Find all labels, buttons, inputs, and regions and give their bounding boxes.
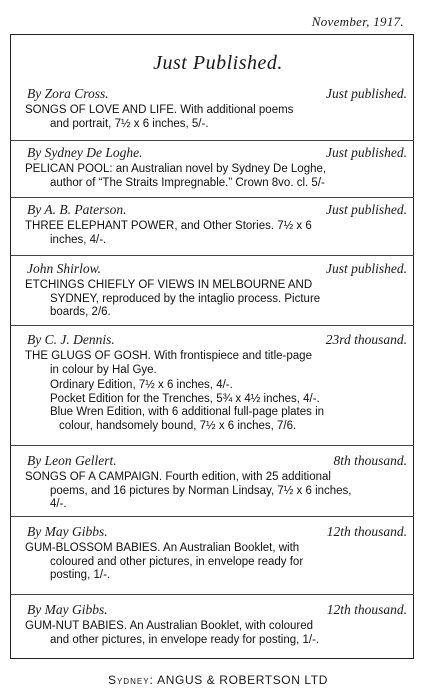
issue-date: November, 1917. — [311, 14, 404, 29]
entry-line: inches, 4/-. — [50, 233, 107, 246]
entry-divider — [11, 516, 414, 517]
entry-line: ETCHINGS CHIEFLY OF VIEWS IN MELBOURNE AND — [25, 279, 313, 291]
entry-line: GUM-BLOSSOM BABIES. An Australian Booklet, with — [25, 542, 300, 554]
entry-divider — [11, 140, 414, 141]
entry-line: author of “The Straits Impregnable.” Crown 8vo. cl. 5/- — [50, 176, 325, 189]
entry-author: John Shirlow. — [27, 261, 101, 276]
entry-divider — [11, 325, 414, 326]
entry-author: By A. B. Paterson. — [27, 202, 127, 217]
edition-line: Pocket Edition for the Trenches, 5¾ x 4½ inches, 4/-. — [50, 392, 320, 405]
book-entry-ab-paterson — [25, 202, 411, 247]
book-entry-may-gibbs-gum-blossom — [25, 524, 411, 583]
book-entry-sydney-de-loghe — [25, 145, 411, 190]
entry-divider — [11, 255, 414, 256]
entry-line: SONGS OF A CAMPAIGN. Fourth edition, with 25 additional — [25, 471, 331, 483]
book-entry-leon-gellert — [25, 453, 411, 512]
entry-line: 4/-. — [50, 498, 67, 510]
entry-line: in colour by Hal Gye. — [50, 363, 157, 376]
entry-line: GUM-NUT BABIES. An Australian Booklet, with coloured — [25, 620, 314, 632]
entry-divider — [11, 445, 414, 446]
imprint-publisher: ANGUS & ROBERTSON LTD — [157, 673, 329, 687]
entry-line: poems, and 16 pictures by Norman Lindsay, 7½ x 6 inches, — [50, 484, 352, 497]
entry-divider — [11, 197, 414, 198]
entry-line: PELICAN POOL: an Australian novel by Sydney De Loghe, — [25, 163, 327, 175]
book-entry-may-gibbs-gum-nut — [25, 602, 411, 647]
entry-author: By May Gibbs. — [27, 602, 108, 617]
entry-line: SYDNEY, reproduced by the intaglio process. Picture — [50, 292, 321, 305]
edition-line: Ordinary Edition, 7½ x 6 inches, 4/-. — [50, 379, 233, 391]
edition-line: Blue Wren Edition, with 6 additional full-page plates in — [50, 406, 325, 418]
imprint-city: Sydney: — [107, 673, 154, 687]
book-entry-cj-dennis — [25, 332, 411, 433]
entry-status: 23rd thousand. — [325, 332, 407, 347]
entry-author: By Zora Cross. — [27, 86, 109, 101]
entry-author: By Sydney De Loghe. — [27, 145, 143, 160]
entry-status: Just published. — [326, 145, 407, 160]
entry-line: coloured and other pictures, in envelope ready for — [50, 555, 304, 568]
entry-line: and other pictures, in envelope ready for posting, 1/-. — [50, 633, 320, 646]
entry-divider — [11, 594, 414, 595]
book-entry-zora-cross — [25, 86, 411, 131]
entry-line: THREE ELEPHANT POWER, and Other Stories. 7½ x 6 — [25, 220, 312, 232]
entry-line: boards, 2/6. — [50, 306, 111, 318]
entry-author: By May Gibbs. — [27, 524, 108, 539]
entry-line: posting, 1/-. — [50, 569, 111, 581]
entry-status: Just published. — [326, 261, 407, 276]
edition-line: colour, handsomely bound, 7½ x 6 inches, 7/6. — [59, 419, 297, 432]
entry-status: Just published. — [326, 202, 407, 217]
entry-author: By Leon Gellert. — [27, 453, 117, 468]
entry-line: SONGS OF LOVE AND LIFE. With additional poems — [25, 104, 294, 116]
entry-status: Just published. — [326, 86, 407, 101]
publisher-imprint — [0, 673, 436, 687]
book-entry-john-shirlow — [25, 261, 411, 320]
entry-line: and portrait, 7½ x 6 inches, 5/-. — [50, 117, 209, 130]
entry-line: THE GLUGS OF GOSH. With frontispiece and title-page — [25, 350, 312, 362]
entry-status: 8th thousand. — [333, 453, 407, 468]
entry-status: 12th thousand. — [326, 602, 407, 617]
entry-author: By C. J. Dennis. — [27, 332, 115, 347]
entry-status: 12th thousand. — [326, 524, 407, 539]
page-heading: Just Published. — [153, 52, 283, 74]
